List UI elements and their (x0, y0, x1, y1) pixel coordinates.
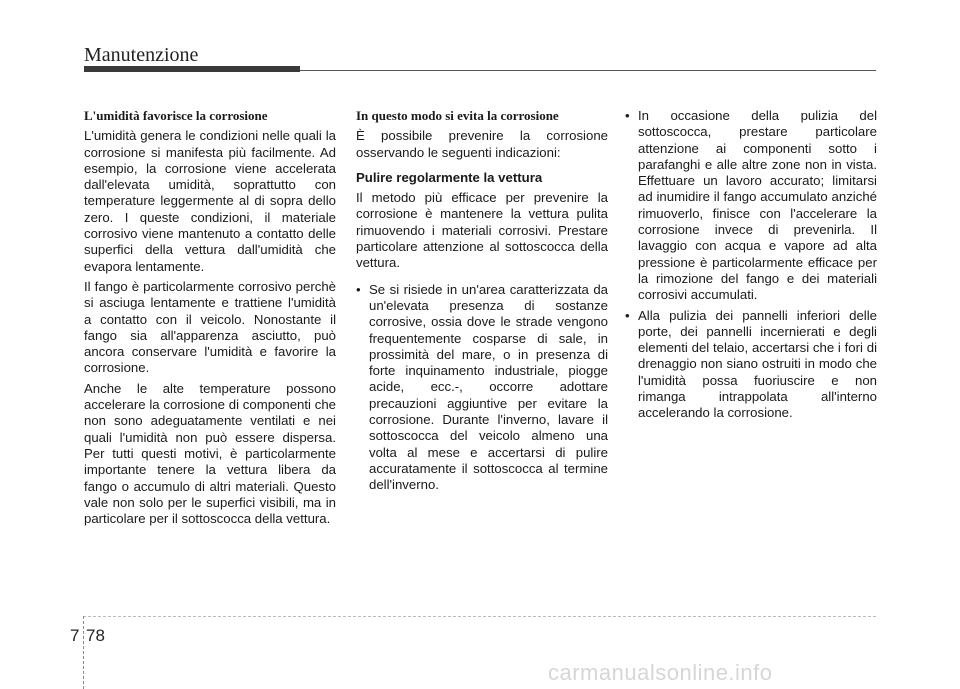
paragraph: L'umidità genera le condizioni nelle quali la corrosione si manifesta più facilmente. Ad esempio, la corrosione viene accelerata dall'elevata umidità, soprattutto con temperature leggermente al di sopra dello zero. I queste condizioni, il materiale corrosivo viene mantenuto a contatto delle superfici della vettura dall'umidità che evapora lentamente. (84, 128, 336, 274)
footer-divider (83, 616, 876, 618)
column-2 (356, 108, 608, 498)
page-number-value: 78 (86, 626, 105, 645)
column-3 (625, 108, 877, 426)
watermark: carmanualsonline.info (548, 660, 773, 685)
bullet-list (625, 108, 877, 422)
page-title: Manutenzione (84, 44, 199, 66)
page-number (70, 626, 105, 646)
list-item: • In occasione della pulizia del sottoscocca, prestare particolare attenzione ai componenti sotto i parafanghi e alle altre zone non in vista. Effettuare un lavoro accurato; limitarsi ad inumidire il fango accumulato anziché rimuoverlo, finisce con l'accelerare la corrosione invece di prevenirla. Il lavaggio con acqua e vapore ad alta pressione è particolarmente efficace per la rimozione del fango e dei materiali corrosivi accumulati. (625, 108, 877, 304)
sub-heading-clean: Pulire regolarmente la vettura (356, 169, 543, 185)
paragraph: Il fango è particolarmente corrosivo perchè si asciuga lentamente e trattiene l'umidità a contatto con il veicolo. Nonostante il fango sia all'apparenza asciutto, può ancora conservare l'umidità e favorire la corrosione. (84, 278, 336, 376)
header-rule-thick (84, 66, 300, 72)
section-heading-prevention: In questo modo si evita la corrosione (356, 108, 559, 123)
column-1 (84, 108, 336, 531)
paragraph: Il metodo più efficace per prevenire la corrosione è mantenere la vettura pulita rimuovendo i materiali corrosivi. Prestare particolare attenzione al sottoscocca della vettura. (356, 190, 608, 271)
list-item: • Se si risiede in un'area caratterizzata da un'elevata presenza di sostanze corrosive, ossia dove le strade vengono frequentemente cosparse di sale, in prossimità del mare, o in presenza di forte inquinamento industriale, piogge acide, ecc.-, occorre adottare precauzioni aggiuntive per evitare la corrosione. Durante l'inverno, lavare il sottoscocca del veicolo almeno una volta al mese e accertarsi di pulire accuratamente il sottoscocca al termine dell'inverno. (356, 282, 608, 494)
bullet-list (356, 282, 608, 494)
list-item: • Alla pulizia dei pannelli inferiori delle porte, dei pannelli incernierati e degli elementi del telaio, accertarsi che i fori di drenaggio non siano ostruiti in modo che l'umidità possa fuoriuscire e non rimanga intrappolata all'interno accelerando la corrosione. (625, 308, 877, 422)
chapter-number: 7 (70, 626, 80, 645)
section-heading-humidity: L'umidità favorisce la corrosione (84, 108, 268, 123)
paragraph: Anche le alte temperature possono accelerare la corrosione di componenti che non sono adeguatamente ventilati e nei quali l'umidità non può essere dispersa. Per tutti questi motivi, è particolarmente importante tenere la vettura libera da fango o accumulo di altri materiali. Questo vale non solo per le superfici visibili, ma in particolare per il sottoscocca della vettura. (84, 380, 336, 527)
paragraph: È possibile prevenire la corrosione osservando le seguenti indicazioni: (356, 128, 608, 160)
header-rule-thin (300, 70, 876, 71)
